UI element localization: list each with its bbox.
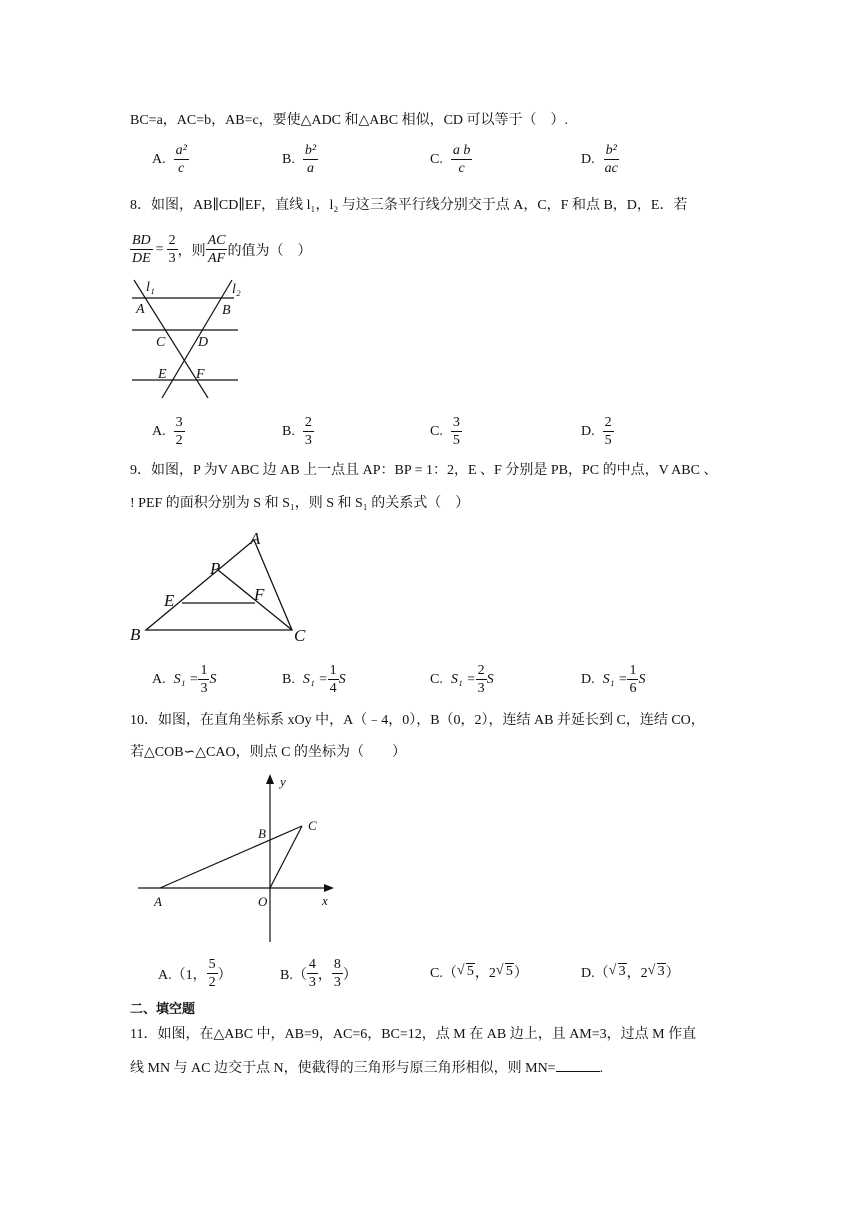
q10-option-a[interactable] [158,956,232,991]
fraction-denominator: 3 [477,681,485,696]
option-lhs: S₁ = [173,671,199,687]
label-e: E [158,367,167,382]
label-p: P [210,559,221,578]
option-label: C. [430,423,443,439]
fraction-denominator: 6 [629,681,637,696]
option-label: B. [282,151,295,167]
x-axis-arrow [324,884,334,892]
fraction-numerator: 1 [200,663,208,678]
fraction-denominator: 4 [329,681,337,696]
label-c: C [308,818,317,833]
fraction-numerator: 3 [175,415,183,430]
section-heading: 二、填空题 [130,1002,196,1017]
option-label: B. [282,671,295,687]
fraction-denominator: 5 [452,433,460,448]
fraction-numerator: 2 [304,415,312,430]
option-label: D. [581,423,595,439]
fraction-numerator: 1 [329,663,337,678]
fraction-numerator: b² [304,143,317,158]
fraction-denominator: 2 [208,975,216,990]
fraction-denominator: 3 [308,975,316,990]
sqrt-symbol [609,964,627,980]
q7-option-c[interactable] [430,142,472,177]
fraction-denominator: c [458,161,465,176]
fraction-denominator: 2 [175,433,183,448]
q8-option-a[interactable] [152,414,185,449]
option-lhs: S₁ = [602,671,628,687]
answer-blank[interactable] [556,1057,600,1072]
q8-option-b[interactable] [282,414,314,449]
radicand: 3 [657,964,665,979]
radicand: 5 [466,964,474,979]
fraction-numerator: 5 [208,957,216,972]
condition-text: ，则 [177,243,206,259]
label-a: A [250,529,261,548]
label-f: F [196,367,205,382]
triangle-abc [146,540,292,630]
label-e: E [164,591,175,610]
label-b: B [130,625,141,644]
fraction-numerator: 4 [308,957,316,972]
option-label: D. [581,151,595,167]
label-c: C [156,335,166,350]
q10-figure [134,772,344,946]
label-f: F [254,585,265,604]
q9-option-b[interactable] [282,662,346,697]
radicand: 3 [618,964,626,979]
sqrt-symbol [496,964,514,980]
fraction-denominator: a [306,161,314,176]
segment-ac [160,826,302,888]
option-close: ） [217,967,232,983]
option-label: A.（1， [158,967,207,983]
label-d: D [198,335,209,350]
q8-figure [128,278,242,398]
q9-option-a[interactable] [152,662,216,697]
fraction-numerator: 8 [333,957,341,972]
option-label: B. [282,423,295,439]
option-label: A. [152,671,166,687]
q11-stem-line1: 11．如图，在△ABC 中，AB=9，AC=6，BC=12，点 M 在 AB 边上，且 AM=3，过点 M 作直 [130,1027,697,1042]
q10-option-d[interactable] [581,962,680,982]
fraction-numerator: 2 [604,415,612,430]
label-o: O [258,894,268,909]
option-rhs: S [638,671,646,687]
fraction-numerator: 3 [452,415,460,430]
fraction-numerator: a² [175,143,187,158]
q11-tail: . [599,1061,604,1076]
q7-stem: BC=a，AC=b，AB=c，要使△ADC 和△ABC 相似，CD 可以等于（ ）. [130,113,569,128]
option-rhs: S [486,671,494,687]
option-label: C. [430,151,443,167]
q10-option-c[interactable] [430,962,528,982]
fraction-numerator: b² [605,143,617,158]
option-label: B.（ [280,967,307,983]
fraction-denominator: DE [132,251,151,266]
q10-stem-line2: 若△COB∽△CAO，则点 C 的坐标为（ ） [130,745,406,760]
fraction-denominator: ac [604,161,618,176]
fraction-denominator: 3 [304,433,312,448]
q10-option-b[interactable] [280,956,357,991]
fraction-numerator: 1 [629,663,637,678]
q9-option-d[interactable] [581,662,645,697]
label-l2: l₂ [232,282,241,297]
sqrt-symbol [648,964,666,980]
label-b: B [258,826,266,841]
option-lhs: S₁ = [450,671,476,687]
option-label: C. [430,671,443,687]
option-close: ） [342,967,357,983]
q11-stem-text: 线 MN 与 AC 边交于点 N，使截得的三角形与原三角形相似，则 MN= [130,1061,556,1076]
q9-option-c[interactable] [430,662,494,697]
option-separator: ，2 [474,966,496,981]
condition-tail: 的值为（ ） [227,243,312,259]
label-x: x [322,893,328,908]
q7-option-b[interactable] [282,142,318,177]
label-b: B [222,303,231,318]
label-a: A [136,302,145,317]
option-close: ） [513,966,528,981]
q10-stem-line1: 10．如图，在直角坐标系 xOy 中，A（﹣4，0），B（0，2），连结 AB 并延长到 C，连结 CO， [130,713,705,728]
label-y: y [280,774,286,789]
fraction-denominator: c [178,161,185,176]
fraction-denominator: 3 [200,681,208,696]
fraction-numerator: BD [132,233,151,248]
fraction-denominator: 5 [604,433,612,448]
option-label: A. [152,151,166,167]
q9-stem-line1: 9．如图，P 为V ABC 边 AB 上一点且 AP：BP = 1：2，E 、F 分别是 PB，PC 的中点，V ABC 、 [130,463,718,478]
q8-option-c[interactable] [430,414,462,449]
option-rhs: S [209,671,217,687]
option-label: D.（ [581,966,609,981]
option-label: C.（ [430,966,457,981]
radicand: 5 [505,964,513,979]
q9-figure [128,526,318,650]
segment-oc [270,826,302,888]
q7-option-d[interactable] [581,142,620,177]
q8-option-d[interactable] [581,414,614,449]
fraction-numerator: AC [207,233,226,248]
fraction-numerator: a b [452,143,471,158]
label-a: A [154,894,162,909]
fraction-denominator: AF [207,251,226,266]
q8-condition: $\frac{BD}{DE}$ = $\frac{2}{3}$ ，则 $\frac{AC}{AF}$ 的值为（ ） [132,233,312,266]
q7-option-a[interactable] [152,142,189,177]
fraction-denominator: 3 [333,975,341,990]
q11-stem-line2 [130,1057,603,1079]
sqrt-symbol [457,964,475,980]
q8-stem-line1: 8．如图，AB∥CD∥EF，直线 l₁，l₂ 与这三条平行线分别交于点 A，C，F 和点 B，D，E．若 [130,198,688,213]
option-close: ） [665,966,680,981]
option-separator: ， [317,967,332,983]
option-separator: ，2 [626,966,648,981]
fraction-numerator: 2 [168,233,176,248]
option-label: A. [152,423,166,439]
label-l1: l₁ [146,280,155,295]
option-rhs: S [338,671,346,687]
option-lhs: S₁ = [302,671,328,687]
label-c: C [294,626,306,645]
fraction-numerator: 2 [477,663,485,678]
option-label: D. [581,671,595,687]
fraction-denominator: 3 [168,251,176,266]
y-axis-arrow [266,774,274,784]
q9-stem-line2: ! PEF 的面积分别为 S 和 S₁，则 S 和 S₁ 的关系式（ ） [130,496,470,511]
